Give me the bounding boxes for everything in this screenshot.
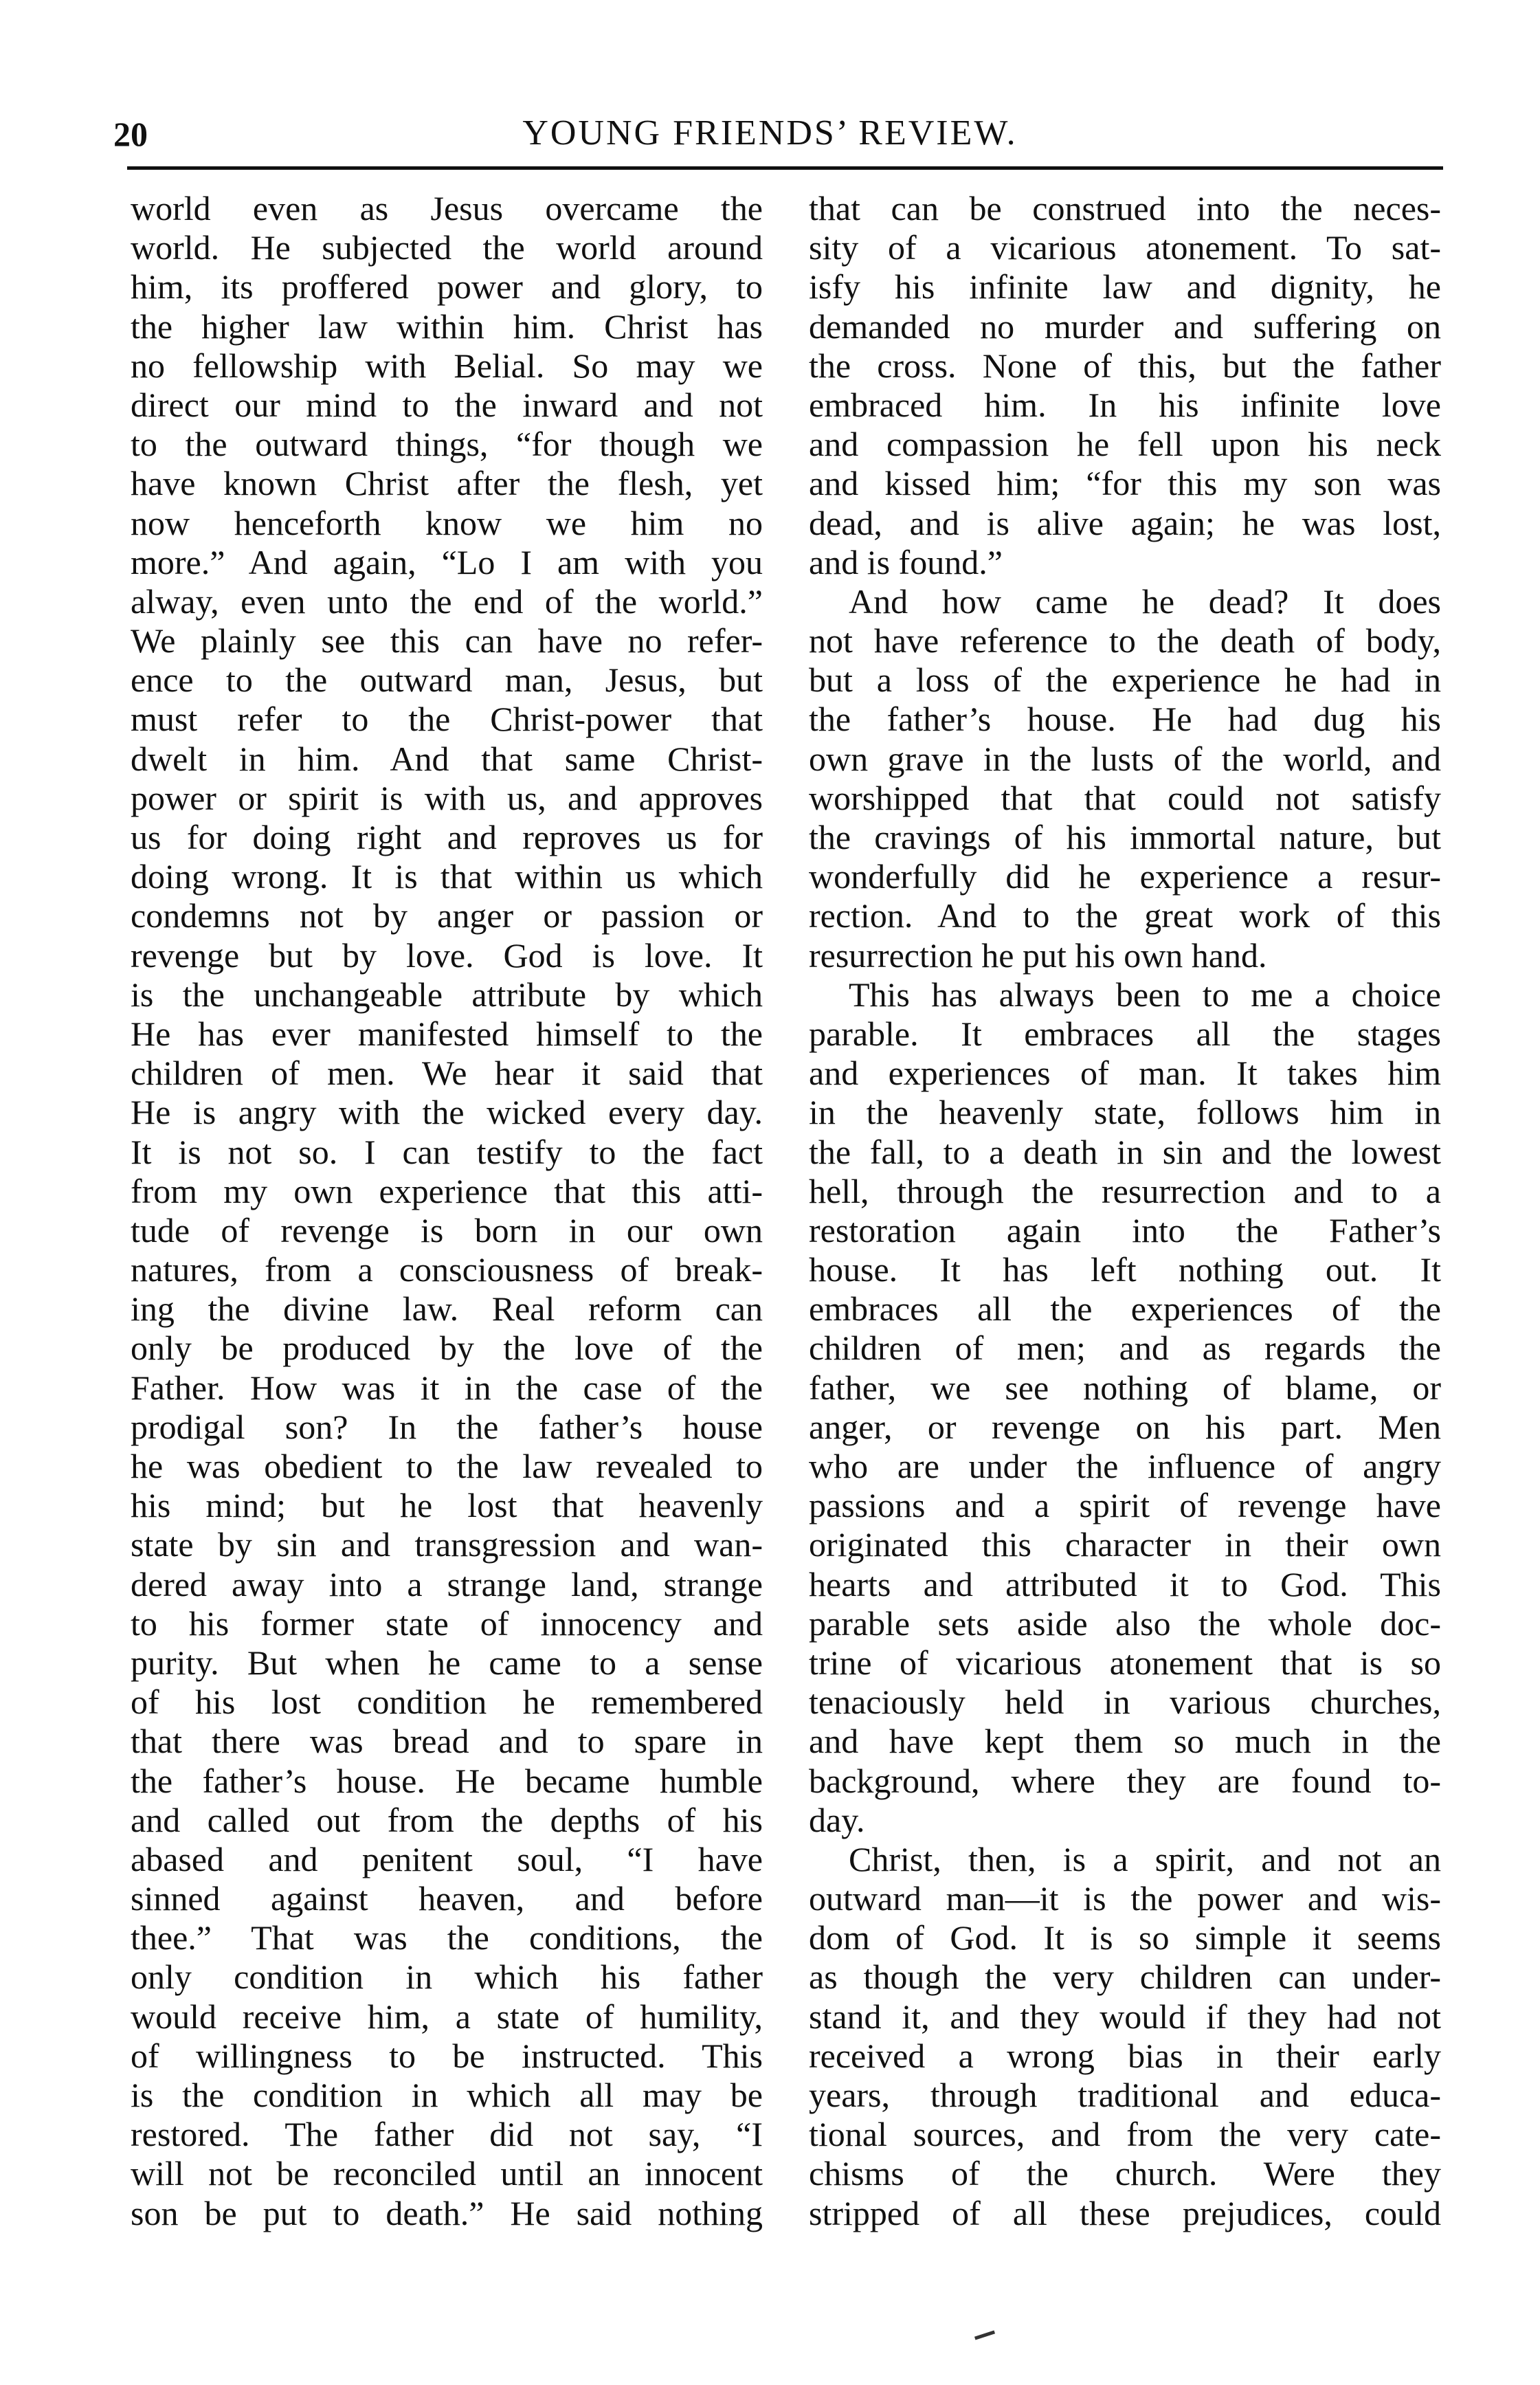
text-line: to the outward things, “for though we — [131, 425, 763, 464]
text-line: tional sources, and from the very cate- — [809, 2115, 1441, 2154]
header-rule — [127, 166, 1443, 170]
text-line: power or spirit is with us, and approves — [131, 778, 763, 817]
text-line: and kissed him; “for this my son was — [809, 464, 1441, 503]
text-line: Christ, then, is a spirit, and not an — [849, 1839, 1441, 1878]
text-line: who are under the influence of angry — [809, 1447, 1441, 1485]
text-line: world. He subjected the world around — [131, 228, 763, 267]
text-line: worshipped that that could not satisfy — [809, 778, 1441, 817]
text-line: natures, from a consciousness of break- — [131, 1250, 763, 1289]
text-line: This has always been to me a choice — [849, 975, 1441, 1014]
text-line: tude of revenge is born in our own — [131, 1210, 763, 1250]
text-line: not have reference to the death of body, — [809, 621, 1441, 661]
text-line: in the heavenly state, follows him in — [809, 1093, 1441, 1132]
text-line: received a wrong bias in their early — [809, 2036, 1441, 2075]
text-line: stripped of all these prejudices, could — [809, 2193, 1441, 2232]
text-line: have known Christ after the flesh, yet — [131, 464, 763, 503]
text-line: alway, even unto the end of the world.” — [131, 581, 763, 621]
text-line: outward man—it is the power and wis- — [809, 1879, 1441, 1918]
text-line: only be produced by the love of the — [131, 1329, 763, 1368]
text-line: ing the divine law. Real reform can — [131, 1289, 763, 1329]
text-line: but a loss of the experience he had in — [809, 661, 1441, 700]
text-line: no fellowship with Belial. So may we — [131, 346, 763, 385]
text-line: dwelt in him. And that same Christ- — [131, 739, 763, 778]
text-line: direct our mind to the inward and not — [131, 385, 763, 424]
text-line: prodigal son? In the father’s house — [131, 1407, 763, 1446]
text-line: stand it, and they would if they had not — [809, 1997, 1441, 2036]
text-line: demanded no murder and suffering on — [809, 307, 1441, 346]
text-line: revenge but by love. God is love. It — [131, 935, 763, 975]
text-line: day. — [809, 1800, 865, 1839]
text-line: children of men; and as regards the — [809, 1329, 1441, 1368]
text-line: is the unchangeable attribute by which — [131, 975, 763, 1014]
text-line: years, through traditional and educa- — [809, 2076, 1441, 2114]
text-line: would receive him, a state of humility, — [131, 1997, 763, 2036]
text-line: condemns not by anger or passion or — [131, 896, 763, 935]
text-line: from my own experience that this atti- — [131, 1171, 763, 1210]
text-line: is the condition in which all may be — [131, 2076, 763, 2114]
text-line: own grave in the lusts of the world, and — [809, 739, 1441, 778]
text-line: He has ever manifested himself to the — [131, 1014, 763, 1053]
text-line: the higher law within him. Christ has — [131, 307, 763, 346]
text-line: that can be construed into the neces- — [809, 189, 1441, 228]
text-line: of willingness to be instructed. This — [131, 2036, 763, 2075]
text-line: he was obedient to the law revealed to — [131, 1447, 763, 1485]
text-line: tenaciously held in various churches, — [809, 1683, 1441, 1722]
text-line: the cravings of his immortal nature, but — [809, 818, 1441, 856]
text-line: son be put to death.” He said nothing — [131, 2193, 763, 2232]
text-line: of his lost condition he remembered — [131, 1683, 763, 1722]
text-line: thee.” That was the conditions, the — [131, 1918, 763, 1957]
printer-mark — [974, 2330, 995, 2340]
text-line: abased and penitent soul, “I have — [131, 1839, 763, 1878]
text-line: hell, through the resurrection and to a — [809, 1171, 1441, 1210]
text-line: We plainly see this can have no refer- — [131, 621, 763, 661]
text-line: and have kept them so much in the — [809, 1722, 1441, 1761]
text-line: the fall, to a death in sin and the lowest — [809, 1132, 1441, 1171]
text-line: world even as Jesus overcame the — [131, 189, 763, 228]
text-line: state by sin and transgression and wan- — [131, 1525, 763, 1564]
text-line: parable sets aside also the whole doc- — [809, 1604, 1441, 1643]
text-line: must refer to the Christ-power that — [131, 700, 763, 739]
text-line: rection. And to the great work of this — [809, 896, 1441, 935]
text-line: resurrection he put his own hand. — [809, 935, 1267, 975]
text-line: background, where they are found to- — [809, 1761, 1441, 1800]
text-line: doing wrong. It is that within us which — [131, 857, 763, 896]
right-column — [809, 189, 1441, 2233]
text-line: parable. It embraces all the stages — [809, 1014, 1441, 1053]
text-line: restored. The father did not say, “I — [131, 2115, 763, 2154]
text-line: the father’s house. He had dug his — [809, 700, 1441, 739]
text-line: embraced him. In his infinite love — [809, 385, 1441, 424]
text-line: ence to the outward man, Jesus, but — [131, 661, 763, 700]
running-head: YOUNG FRIENDS’ REVIEW. — [522, 113, 1018, 153]
page-number: 20 — [113, 115, 148, 153]
text-line: children of men. We hear it said that — [131, 1054, 763, 1093]
text-line: dead, and is alive again; he was lost, — [809, 503, 1441, 542]
text-line: chisms of the church. Were they — [809, 2154, 1441, 2193]
text-line: dered away into a strange land, strange — [131, 1564, 763, 1604]
text-line: trine of vicarious atonement that is so — [809, 1643, 1441, 1682]
text-line: him, its proffered power and glory, to — [131, 267, 763, 307]
text-line: originated this character in their own — [809, 1525, 1441, 1564]
text-line: dom of God. It is so simple it seems — [809, 1918, 1441, 1957]
text-line: his mind; but he lost that heavenly — [131, 1486, 763, 1525]
text-line: to his former state of innocency and — [131, 1604, 763, 1643]
left-column — [131, 189, 763, 2233]
text-line: father, we see nothing of blame, or — [809, 1368, 1441, 1407]
text-line: more.” And again, “Lo I am with you — [131, 542, 763, 581]
text-line: wonderfully did he experience a resur- — [809, 857, 1441, 896]
text-line: It is not so. I can testify to the fact — [131, 1132, 763, 1171]
text-line: and experiences of man. It takes him — [809, 1054, 1441, 1093]
text-line: And how came he dead? It does — [849, 581, 1441, 621]
text-line: that there was bread and to spare in — [131, 1722, 763, 1761]
text-line: He is angry with the wicked every day. — [131, 1093, 763, 1132]
text-line: us for doing right and reproves us for — [131, 818, 763, 856]
text-line: anger, or revenge on his part. Men — [809, 1407, 1441, 1446]
text-line: and is found.” — [809, 542, 1003, 581]
text-line: embraces all the experiences of the — [809, 1289, 1441, 1329]
text-line: the cross. None of this, but the father — [809, 346, 1441, 385]
text-line: purity. But when he came to a sense — [131, 1643, 763, 1682]
text-line: house. It has left nothing out. It — [809, 1250, 1441, 1289]
text-line: and called out from the depths of his — [131, 1800, 763, 1839]
text-line: as though the very children can under- — [809, 1957, 1441, 1997]
text-line: the father’s house. He became humble — [131, 1761, 763, 1800]
text-line: will not be reconciled until an innocent — [131, 2154, 763, 2193]
text-line: Father. How was it in the case of the — [131, 1368, 763, 1407]
text-line: hearts and attributed it to God. This — [809, 1564, 1441, 1604]
text-line: only condition in which his father — [131, 1957, 763, 1997]
text-line: passions and a spirit of revenge have — [809, 1486, 1441, 1525]
text-line: isfy his infinite law and dignity, he — [809, 267, 1441, 307]
text-line: now henceforth know we him no — [131, 503, 763, 542]
text-line: sinned against heaven, and before — [131, 1879, 763, 1918]
text-line: sity of a vicarious atonement. To sat- — [809, 228, 1441, 267]
text-line: and compassion he fell upon his neck — [809, 425, 1441, 464]
text-line: restoration again into the Father’s — [809, 1210, 1441, 1250]
